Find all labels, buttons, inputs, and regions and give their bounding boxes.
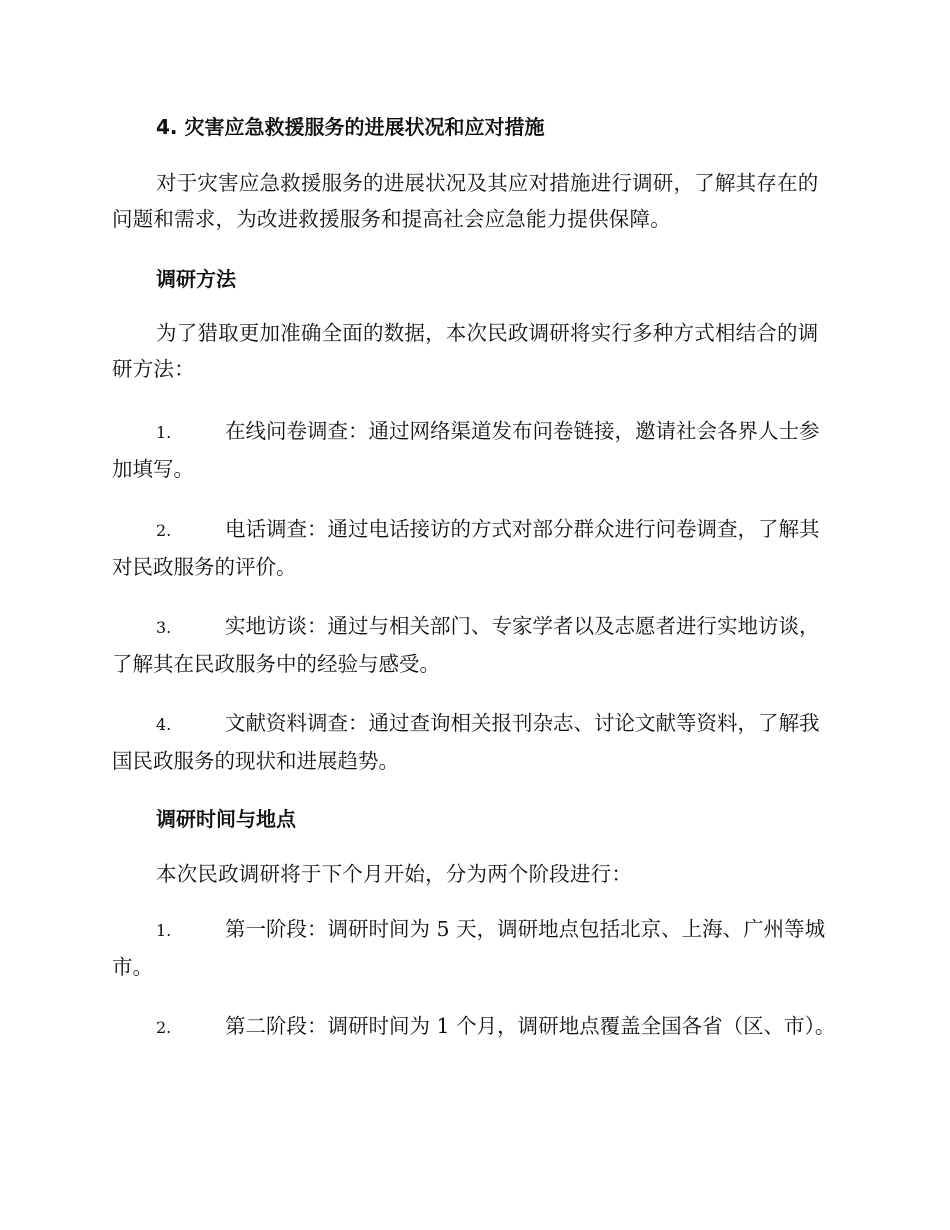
- list-item-method-1: [112, 413, 836, 487]
- paragraph-schedule-intro: 本次民政调研将于下个月开始，分为两个阶段进行：: [156, 862, 633, 886]
- list-item-text: 电话调查：通过电话接访的方式对部分群众进行问卷调查，了解其对民政服务的评价。: [112, 517, 820, 579]
- list-number: 1.: [156, 921, 172, 940]
- list-item-text: 第一阶段：调研时间为 5 天，调研地点包括北京、上海、广州等城市。: [112, 917, 826, 979]
- list-item-text: 在线问卷调查：通过网络渠道发布问卷链接，邀请社会各界人士参加填写。: [112, 419, 820, 481]
- list-item-text: 实地访谈：通过与相关部门、专家学者以及志愿者进行实地访谈，了解其在民政服务中的经验与感受。: [112, 614, 820, 676]
- list-number: 3.: [156, 618, 172, 637]
- list-item-text: 第二阶段：调研时间为 1 个月，调研地点覆盖全国各省（区、市）。: [225, 1014, 836, 1038]
- list-item-method-4: [112, 705, 836, 779]
- section-heading-disaster-relief: 4. 灾害应急救援服务的进展状况和应对措施: [156, 115, 545, 139]
- section-heading-methods: 调研方法: [156, 267, 236, 291]
- paragraph-disaster-relief: 对于灾害应急救援服务的进展状况及其应对措施进行调研，了解其存在的问题和需求，为改进救援服务和提高社会应急能力提供保障。: [112, 171, 819, 231]
- list-number: 2.: [156, 1018, 172, 1037]
- list-number: 1.: [156, 423, 172, 442]
- list-number: 4.: [156, 715, 172, 734]
- paragraph-methods-intro: 为了猎取更加准确全面的数据，本次民政调研将实行多种方式相结合的调研方法：: [112, 321, 819, 381]
- list-item-stage-1: [112, 911, 836, 985]
- list-item-method-2: [112, 511, 836, 585]
- list-number: 2.: [156, 521, 172, 540]
- list-item-method-3: [112, 608, 836, 682]
- list-item-stage-2: [112, 1008, 836, 1046]
- section-heading-schedule: 调研时间与地点: [156, 807, 296, 831]
- list-item-text: 文献资料调查：通过查询相关报刊杂志、讨论文献等资料，了解我国民政服务的现状和进展趋势。: [112, 711, 820, 773]
